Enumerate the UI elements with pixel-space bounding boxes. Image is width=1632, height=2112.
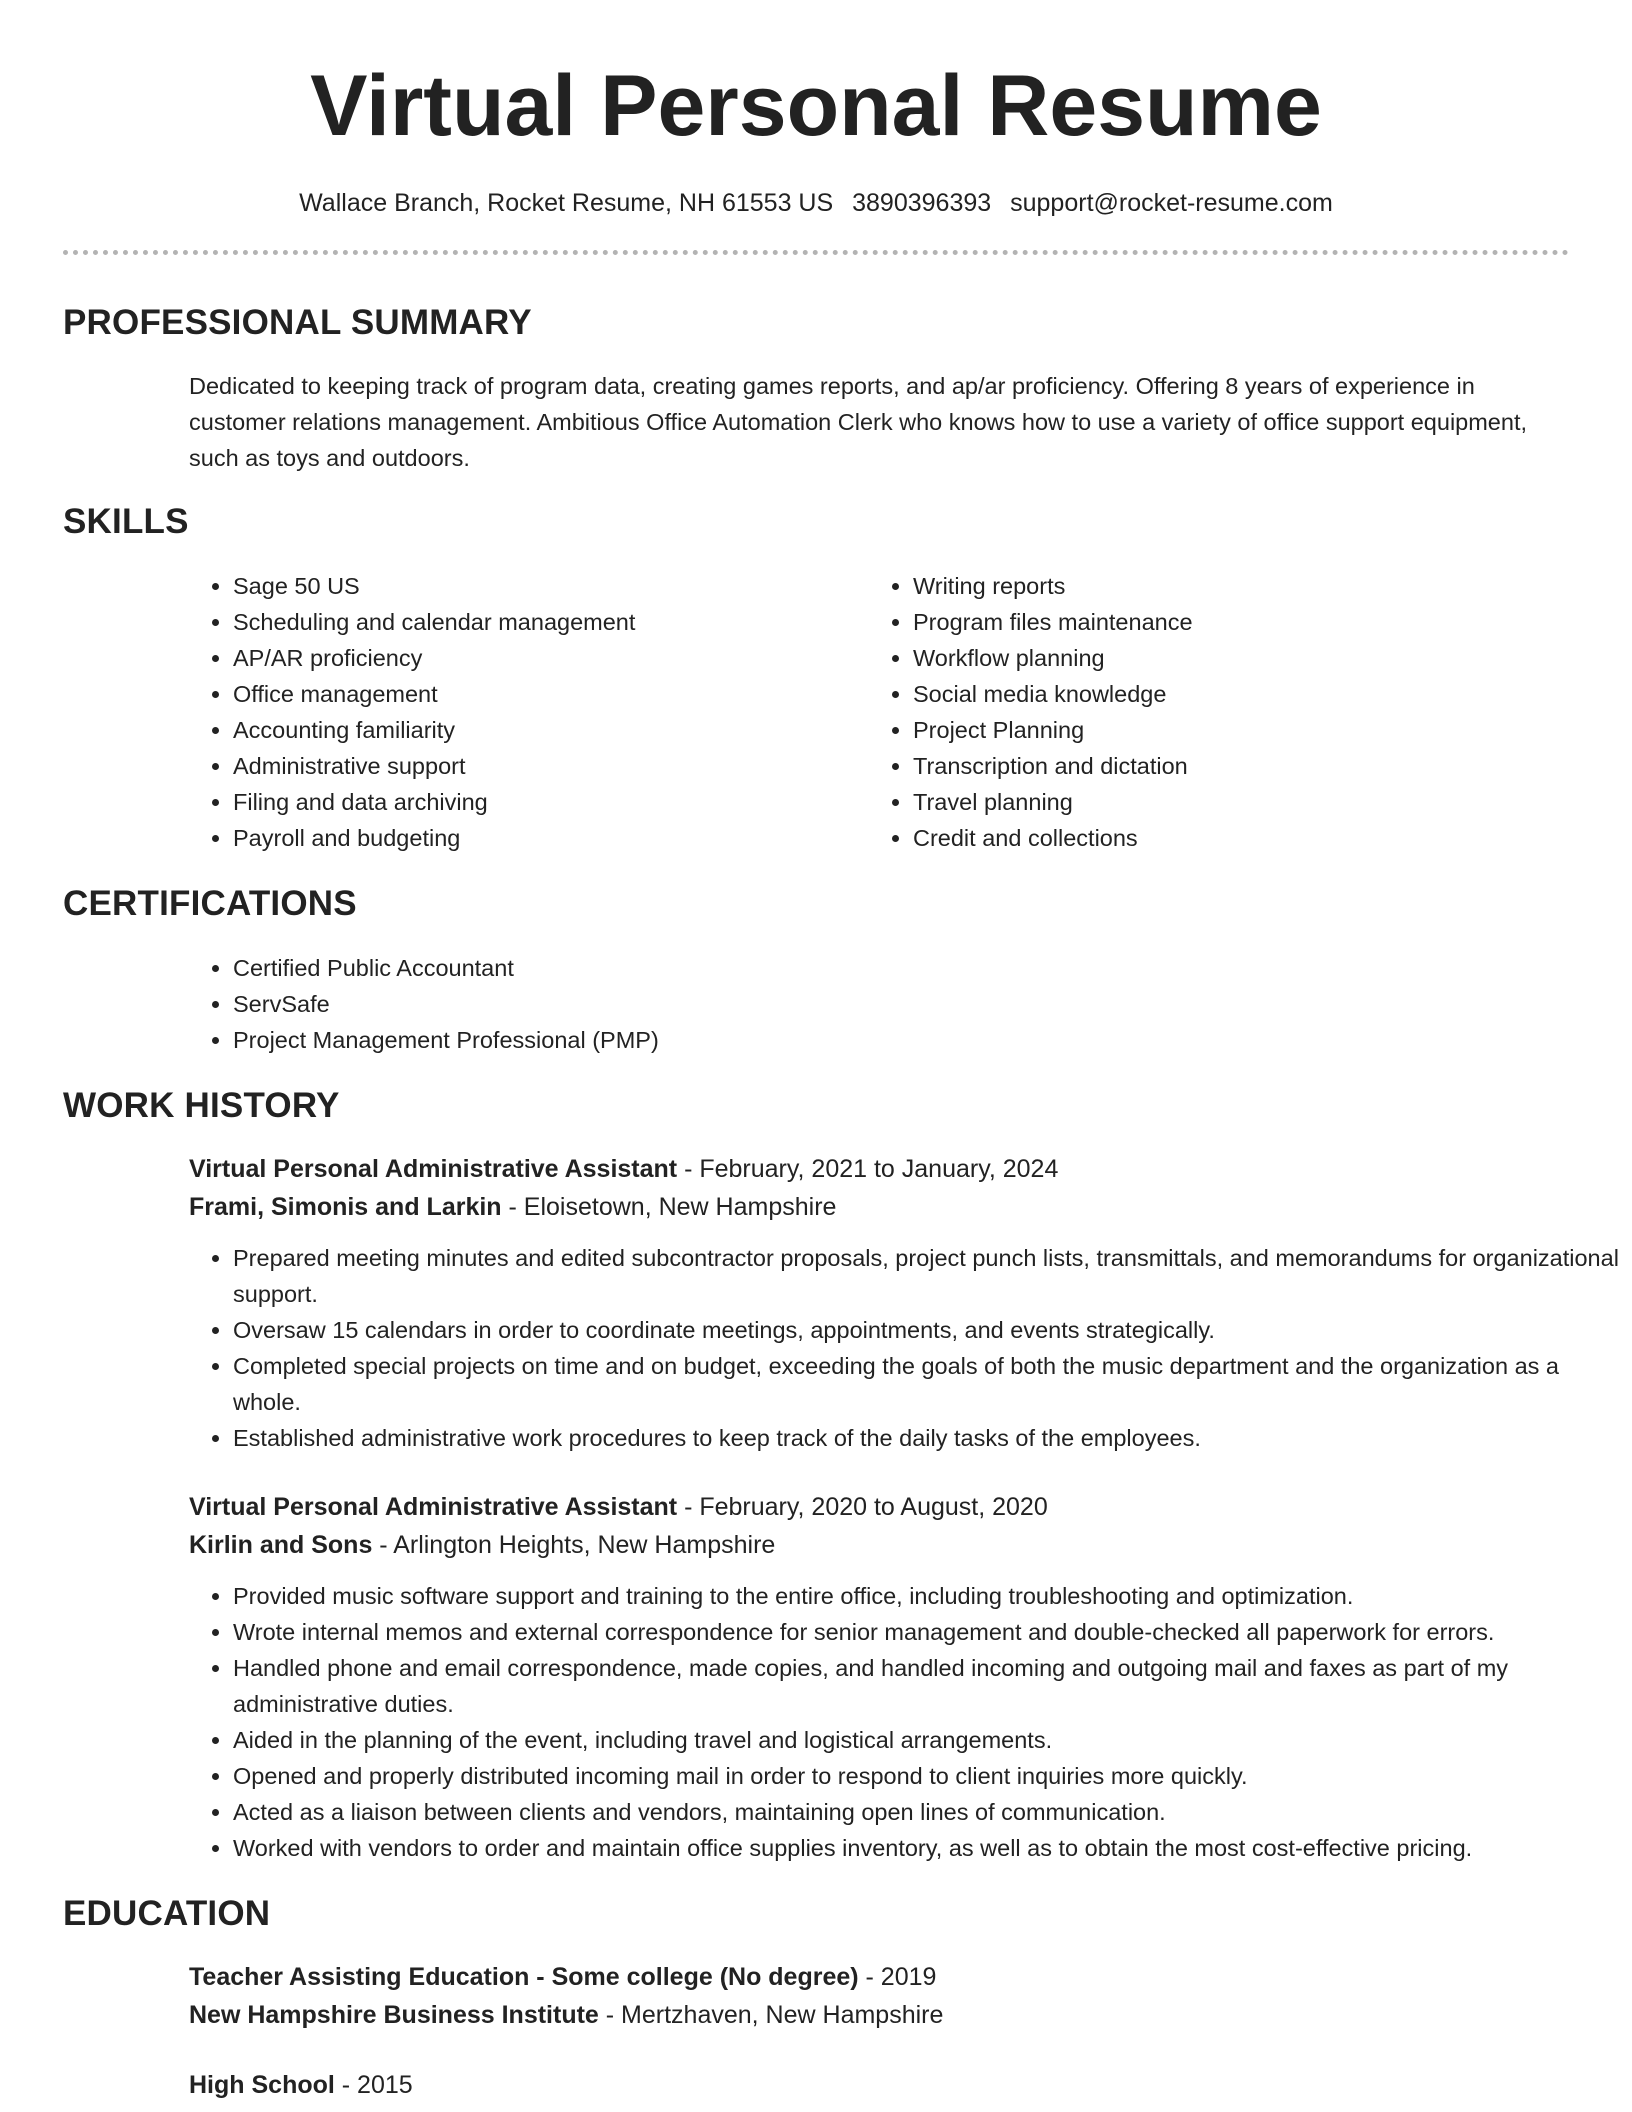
list-item: • Social media knowledge — [913, 676, 1193, 712]
section-title-certifications: CERTIFICATIONS — [63, 884, 357, 923]
summary-text: Dedicated to keeping track of program data, creating games reports, and ap/ar proficiency. Offering 8 years of experience in customer relations management. Ambitious Office Automation Clerk who knows how to use a variety of office support equipment, such as toys and outdoors. — [189, 373, 1528, 471]
list-item: • Travel planning — [913, 784, 1193, 820]
education-school-line — [189, 1996, 1632, 2034]
job-dates: - February, 2021 to January, 2024 — [677, 1155, 1059, 1183]
header-divider — [63, 250, 1569, 255]
job-title-line — [189, 1488, 1632, 1526]
job-bullets — [0, 1578, 1632, 1866]
list-item: • Filing and data archiving — [233, 784, 913, 820]
list-item: • Certified Public Accountant — [233, 950, 1632, 986]
list-item: • Administrative support — [233, 748, 913, 784]
education-school: New Hampshire Business Institute — [189, 2001, 599, 2029]
job-company: Kirlin and Sons — [189, 1531, 373, 1559]
section-title-education: EDUCATION — [63, 1894, 271, 1933]
list-item: • Aided in the planning of the event, including travel and logistical arrangements. — [233, 1722, 1632, 1758]
job-role: Virtual Personal Administrative Assistant — [189, 1155, 678, 1183]
education-location: - Mertzhaven, New Hampshire — [598, 2001, 944, 2029]
resume-name: Virtual Personal Resume — [310, 58, 1322, 154]
job-title-line — [189, 1150, 1632, 1188]
list-item: • Handled phone and email correspondence, made copies, and handled incoming and outgoing mail and faxes as part of my administrative duties. — [233, 1650, 1632, 1722]
list-item: • Payroll and budgeting — [233, 820, 913, 856]
list-item: • Office management — [233, 676, 913, 712]
job-company-line — [189, 1526, 1632, 1564]
job-role: Virtual Personal Administrative Assistant — [189, 1493, 678, 1521]
list-item: • ServSafe — [233, 986, 1632, 1022]
list-item: • Accounting familiarity — [233, 712, 913, 748]
list-item: • Workflow planning — [913, 640, 1193, 676]
job-location: - Arlington Heights, New Hampshire — [372, 1531, 776, 1559]
education-year: - 2015 — [334, 2071, 413, 2099]
job-company: Frami, Simonis and Larkin — [189, 1193, 502, 1221]
education-degree-line — [189, 2066, 1632, 2104]
contact-line — [0, 186, 1632, 220]
list-item: • Completed special projects on time and on budget, exceeding the goals of both the music department and the organization as a whole. — [233, 1348, 1632, 1420]
list-item: • Acted as a liaison between clients and vendors, maintaining open lines of communication. — [233, 1794, 1632, 1830]
list-item: • Sage 50 US — [233, 568, 913, 604]
section-title-work-history: WORK HISTORY — [63, 1086, 340, 1125]
list-item: • AP/AR proficiency — [233, 640, 913, 676]
email: support@rocket-resume.com — [1010, 189, 1333, 217]
job-dates: - February, 2020 to August, 2020 — [677, 1493, 1048, 1521]
education-degree: High School — [189, 2071, 335, 2099]
list-item: • Project Planning — [913, 712, 1193, 748]
skills-list — [0, 568, 1632, 856]
skills-column-right — [913, 568, 1193, 856]
education-degree-line — [189, 1958, 1632, 1996]
list-item: • Project Management Professional (PMP) — [233, 1022, 1632, 1058]
list-item: • Credit and collections — [913, 820, 1193, 856]
list-item: • Program files maintenance — [913, 604, 1193, 640]
job-bullets — [0, 1240, 1632, 1456]
list-item: • Established administrative work procedures to keep track of the daily tasks of the employees. — [233, 1420, 1632, 1456]
list-item: • Transcription and dictation — [913, 748, 1193, 784]
section-title-summary: PROFESSIONAL SUMMARY — [63, 303, 532, 342]
job-location: - Eloisetown, New Hampshire — [501, 1193, 837, 1221]
job-company-line — [189, 1188, 1632, 1226]
list-item: • Wrote internal memos and external correspondence for senior management and double-checked all paperwork for errors. — [233, 1614, 1632, 1650]
list-item: • Prepared meeting minutes and edited subcontractor proposals, project punch lists, transmittals, and memorandums for organizational support. — [233, 1240, 1632, 1312]
education-degree: Teacher Assisting Education - Some college (No degree) — [189, 1963, 859, 1991]
skills-column-left — [233, 568, 913, 856]
list-item: • Opened and properly distributed incoming mail in order to respond to client inquiries more quickly. — [233, 1758, 1632, 1794]
education-year: - 2019 — [858, 1963, 937, 1991]
phone: 3890396393 — [852, 189, 992, 217]
list-item: • Writing reports — [913, 568, 1193, 604]
section-title-skills: SKILLS — [63, 502, 189, 541]
list-item: • Oversaw 15 calendars in order to coordinate meetings, appointments, and events strategically. — [233, 1312, 1632, 1348]
address: Wallace Branch, Rocket Resume, NH 61553 US — [299, 189, 834, 217]
list-item: • Provided music software support and training to the entire office, including troubleshooting and optimization. — [233, 1578, 1632, 1614]
list-item: • Scheduling and calendar management — [233, 604, 913, 640]
certifications-list — [0, 950, 1632, 1058]
list-item: • Worked with vendors to order and maintain office supplies inventory, as well as to obtain the most cost-effective pricing. — [233, 1830, 1632, 1866]
